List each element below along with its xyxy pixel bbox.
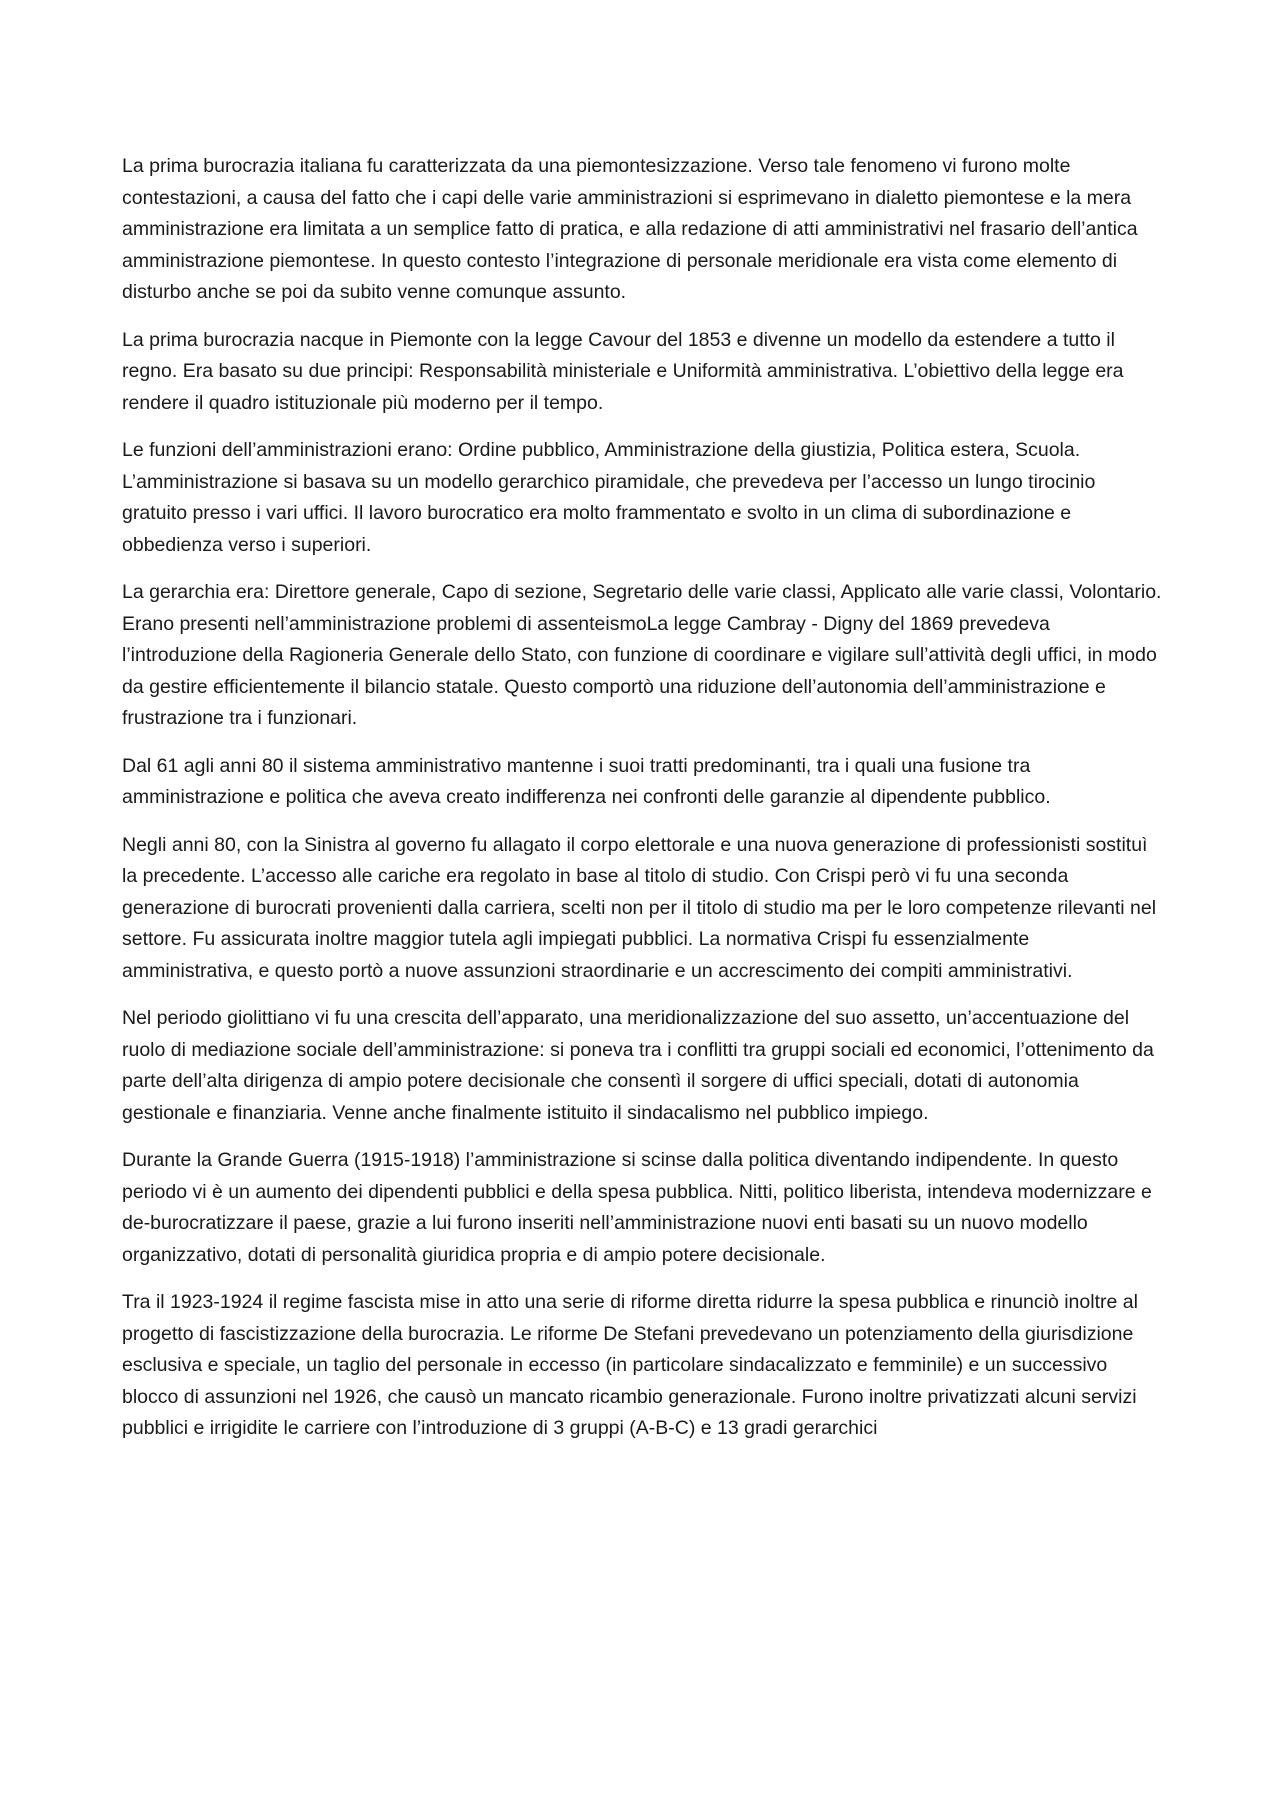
paragraph-giolittiano: Nel periodo giolittiano vi fu una crescita dell’apparato, una meridionalizzazione del suo assetto, un’accentuazione del ruolo di mediazione sociale dell’amministrazione: si poneva tra i conflitti tra gruppi sociali ed economici, l’ottenimento da parte dell’alta dirigenza di ampio potere decisionale che consentì il sorgere di uffici speciali, dotati di autonomia gestionale e finanziaria. Venne anche finalmente istituito il sindacalismo nel pubblico impiego. [122,1007,1154,1124]
paragraph-dal-61: Dal 61 agli anni 80 il sistema amministrativo mantenne i suoi tratti predominanti, tra i quali una fusione tra amministrazione e politica che aveva creato indifferenza nei confronti delle garanzie al dipendente pubblico. [122,754,1051,808]
paragraph-piemontesizzazione: La prima burocrazia italiana fu caratterizzata da una piemontesizzazione. Verso tale fenomeno vi furono molte contestazioni, a causa del fatto che i capi delle varie amministrazioni si esprimevano in dialetto piemontese e la mera amministrazione era limitata a un semplice fatto di pratica, e alla redazione di atti amministrativi nel frasario dell’antica amministrazione piemontese. In questo contesto l’integrazione di personale meridionale era vista come elemento di disturbo anche se poi da subito venne comunque assunto. [122,155,1138,303]
paragraph-legge-cavour: La prima burocrazia nacque in Piemonte con la legge Cavour del 1853 e divenne un modello da estendere a tutto il regno. Era basato su due principi: Responsabilità ministeriale e Uniformità amministrativa. L’obiettivo della legge era rendere il quadro istituzionale più moderno per il tempo. [122,328,1124,414]
paragraph-anni-80: Negli anni 80, con la Sinistra al governo fu allagato il corpo elettorale e una nuova generazione di professionisti sostituì la precedente. L’accesso alle cariche era regolato in base al titolo di studio. Con Crispi però vi fu una seconda generazione di burocrati provenienti dalla carriera, scelti non per il titolo di studio ma per le loro competenze rilevanti nel settore. Fu assicurata inoltre maggior tutela agli impiegati pubblici. La normativa Crispi fu essenzialmente amministrativa, e questo portò a nuove assunzioni straordinarie e un accrescimento dei compiti amministrativi. [122,833,1157,982]
paragraph-gerarchia: La gerarchia era: Direttore generale, Capo di sezione, Segretario delle varie classi, Applicato alle varie classi, Volontario. Erano presenti nell’amministrazione problemi di assenteismoLa legge Cambray - Digny del 1869 prevedeva l’introduzione della Ragioneria Generale dello Stato, con funzione di coordinare e vigilare sull’attività degli uffici, in modo da gestire efficientemente il bilancio statale. Questo comportò una riduzione dell’autonomia dell’amministrazione e frustrazione tra i funzionari. [122,581,1162,729]
paragraph-grande-guerra: Durante la Grande Guerra (1915-1918) l’amministrazione si scinse dalla politica diventando indipendente. In questo periodo vi è un aumento dei dipendenti pubblici e della spesa pubblica. Nitti, politico liberista, intendeva modernizzare e de-burocratizzare il paese, grazie a lui furono inseriti nell’amministrazione nuovi enti basati su un nuovo modello organizzativo, dotati di personalità giuridica propria e di ampio potere decisionale. [122,1149,1152,1266]
document-body [122,151,1162,1461]
paragraph-regime-fascista: Tra il 1923-1924 il regime fascista mise in atto una serie di riforme diretta ridurre la spesa pubblica e rinunciò inoltre al progetto di fascistizzazione della burocrazia. Le riforme De Stefani prevedevano un potenziamento della giurisdizione esclusiva e speciale, un taglio del personale in eccesso (in particolare sindacalizzato e femminile) e un successivo blocco di assunzioni nel 1926, che causò un mancato ricambio generazionale. Furono inoltre privatizzati alcuni servizi pubblici e irrigidite le carriere con l’introduzione di 3 gruppi (A-B-C) e 13 gradi gerarchici [122,1291,1138,1439]
paragraph-funzioni: Le funzioni dell’amministrazioni erano: Ordine pubblico, Amministrazione della giustizia, Politica estera, Scuola. L’amministrazione si basava su un modello gerarchico piramidale, che prevedeva per l’accesso un lungo tirocinio gratuito presso i vari uffici. Il lavoro burocratico era molto frammentato e svolto in un clima di subordinazione e obbedienza verso i superiori. [122,439,1096,556]
